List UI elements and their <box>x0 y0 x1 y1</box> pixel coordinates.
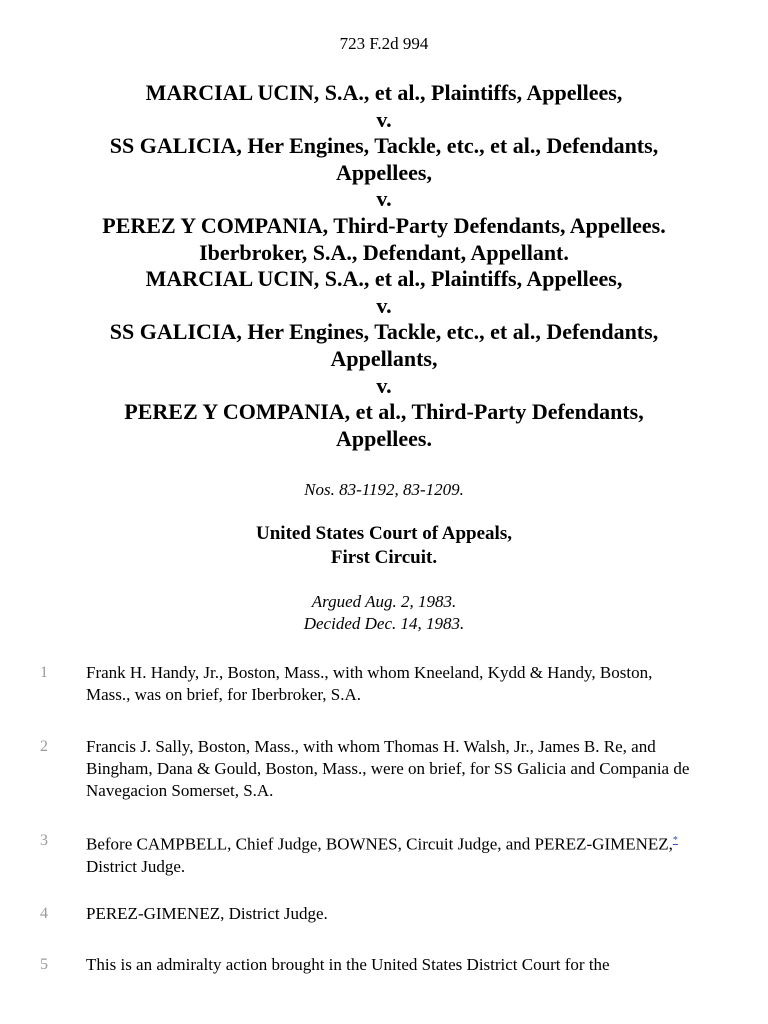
panel-text: Before CAMPBELL, Chief Judge, BOWNES, Circuit Judge, and PEREZ-GIMENEZ, <box>86 834 673 854</box>
caption-line: v. <box>376 372 392 398</box>
paragraph-number: 1 <box>40 664 48 681</box>
decided-date: Decided Dec. 14, 1983. <box>303 614 465 633</box>
court-line-2: First Circuit. <box>330 547 438 568</box>
court-line-1: United States Court of Appeals, <box>256 523 512 544</box>
caption-line: MARCIAL UCIN, S.A., et al., Plaintiffs, Appellees, <box>145 266 623 292</box>
citation: 723 F.2d 994 <box>339 34 429 53</box>
caption-line: SS GALICIA, Her Engines, Tackle, etc., et al., Defendants, <box>109 319 659 345</box>
caption-line: PEREZ Y COMPANIA, et al., Third-Party Defendants, <box>124 399 644 425</box>
caption-line: Appellees. <box>336 425 432 451</box>
caption-line: PEREZ Y COMPANIA, Third-Party Defendants, Appellees. <box>102 212 666 238</box>
paragraph-text <box>86 830 698 878</box>
caption-line: MARCIAL UCIN, S.A., et al., Plaintiffs, Appellees, <box>145 80 623 105</box>
caption-line: Iberbroker, S.A., Defendant, Appellant. <box>199 239 569 265</box>
paragraph-number: 5 <box>40 956 48 973</box>
court-name <box>0 522 768 570</box>
caption-line: v. <box>376 292 392 318</box>
panel-text-end: District Judge. <box>86 856 186 876</box>
caption-line: v. <box>376 106 392 132</box>
argued-date: Argued Aug. 2, 1983. <box>311 592 457 611</box>
paragraph-number: 3 <box>40 832 48 849</box>
paragraph-text: PEREZ-GIMENEZ, District Judge. <box>86 904 328 923</box>
paragraph-number: 4 <box>40 905 48 922</box>
case-caption <box>40 80 728 452</box>
paragraph-number: 2 <box>40 738 48 755</box>
caption-line: v. <box>376 186 392 212</box>
paragraph-text: Frank H. Handy, Jr., Boston, Mass., with whom Kneeland, Kydd & Handy, Boston, Mass., was on brief, for Iberbroker, S.A. <box>86 663 653 704</box>
footnote-link[interactable]: * <box>672 835 678 846</box>
case-dates <box>0 591 768 635</box>
docket-numbers: Nos. 83-1192, 83-1209. <box>304 480 464 499</box>
caption-line: SS GALICIA, Her Engines, Tackle, etc., et al., Defendants, <box>109 133 659 159</box>
paragraph-text: Francis J. Sally, Boston, Mass., with whom Thomas H. Walsh, Jr., James B. Re, and Bingham, Dana & Gould, Boston, Mass., were on brief, for SS Galicia and Compania de Navegacion Somerset, S.A. <box>86 737 690 800</box>
paragraph-text: This is an admiralty action brought in the United States District Court for the <box>86 955 610 974</box>
caption-line: Appellees, <box>336 159 432 185</box>
caption-line: Appellants, <box>330 345 438 371</box>
